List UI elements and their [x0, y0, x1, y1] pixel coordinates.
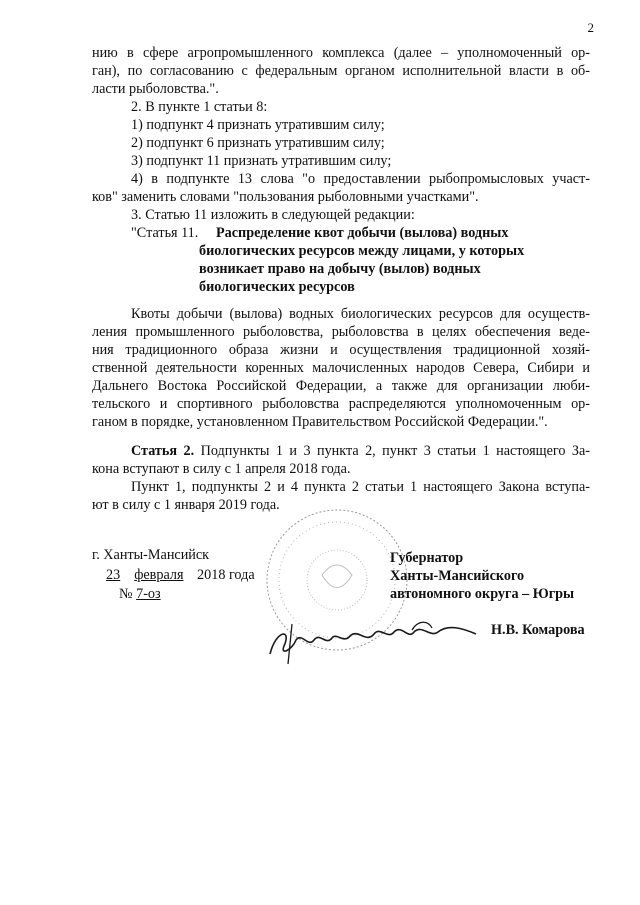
article11-title-line1 — [216, 224, 508, 242]
article11-body-line1: Квоты добычи (вылова) водных биологических ресурсов для осуществ- — [131, 306, 590, 322]
article2-line1 — [131, 442, 590, 460]
governor-name — [491, 621, 585, 639]
governor-name-text: Н.В. Комарова — [491, 622, 585, 638]
article2-p2-line2: ют в силу с 1 января 2019 года. — [92, 497, 280, 513]
governor-title-text1: Губернатор — [390, 550, 464, 566]
para1-line2: ган), по согласованию с федеральным органом исполнительной власти в об- — [92, 63, 590, 79]
page-number: 2 — [587, 20, 594, 35]
item2-sub2: 2) подпункт 6 признать утратившим силу; — [131, 135, 385, 151]
footer-year: 2018 года — [197, 567, 255, 583]
article11-body-line5: Дальнего Востока Российской Федерации, а также для организации люби- — [92, 378, 590, 394]
article2-line1-text: Подпункты 1 и 3 пункта 2, пункт 3 статьи 1 настоящего За- — [200, 443, 591, 459]
item3-header: 3. Статью 11 изложить в следующей редакции: — [131, 207, 415, 223]
article11-title-line4 — [199, 278, 355, 296]
article11-title-text1: Распределение квот добычи (вылова) водных — [216, 225, 509, 241]
item2-sub1: 1) подпункт 4 признать утратившим силу; — [131, 117, 385, 133]
article11-body-line4: ственной деятельности коренных малочисленных народов Севера, Сибири и — [92, 360, 590, 376]
article2-label: Статья 2. — [131, 443, 195, 459]
article2-p2-line1: Пункт 1, подпункты 2 и 4 пункта 2 статьи 1 настоящего Закона вступа- — [131, 479, 590, 495]
footer-number-value: 7-оз — [136, 586, 161, 602]
governor-title-line2 — [390, 567, 524, 585]
item2-sub3: 3) подпункт 11 признать утратившим силу; — [131, 153, 392, 169]
article11-body-line6: тельского и спортивного рыболовства распределяются уполномоченным ор- — [92, 396, 590, 412]
footer-number — [119, 585, 161, 603]
item2-header: 2. В пункте 1 статьи 8: — [131, 99, 268, 115]
footer-city: г. Ханты-Мансийск — [92, 547, 210, 563]
governor-title-line1 — [390, 549, 463, 567]
footer-number-prefix: № — [119, 586, 133, 602]
para1-line3: ласти рыболовства.". — [92, 81, 219, 97]
article11-body-line2: ления промышленного рыболовства, рыболовства в целях обеспечения веде- — [92, 324, 590, 340]
signature-icon — [262, 610, 482, 670]
item2-sub4-line2: ков" заменить словами "пользования рыболовными участками". — [92, 189, 479, 205]
article11-body-line7: ганом в порядке, установленном Правительством Российской Федерации.". — [92, 414, 548, 430]
governor-title-text2: Ханты-Мансийского — [390, 568, 525, 584]
article11-title-text3: возникает право на добычу (вылов) водных — [199, 261, 481, 277]
governor-title-text3: автономного округа – Югры — [390, 586, 575, 602]
footer-day: 23 — [106, 567, 121, 583]
article11-title-line2 — [199, 242, 524, 260]
article11-title-text4: биологических ресурсов — [199, 279, 355, 295]
footer-date — [92, 566, 255, 584]
article11-body-line3: ния традиционного образа жизни и осуществления традиционной хозяй- — [92, 342, 590, 358]
governor-title-line3 — [390, 585, 574, 603]
article11-title-line3 — [199, 260, 481, 278]
para1-line1: нию в сфере агропромышленного комплекса (далее – уполномоченный ор- — [92, 45, 590, 61]
article11-prefix: "Статья 11. — [131, 225, 199, 241]
article2-line2: кона вступают в силу с 1 апреля 2018 года. — [92, 461, 351, 477]
item2-sub4-line1: 4) в подпункте 13 слова "о предоставлении рыбопромысловых участ- — [131, 171, 590, 187]
article11-title-text2: биологических ресурсов между лицами, у которых — [199, 243, 525, 259]
footer-month: февраля — [134, 567, 184, 583]
